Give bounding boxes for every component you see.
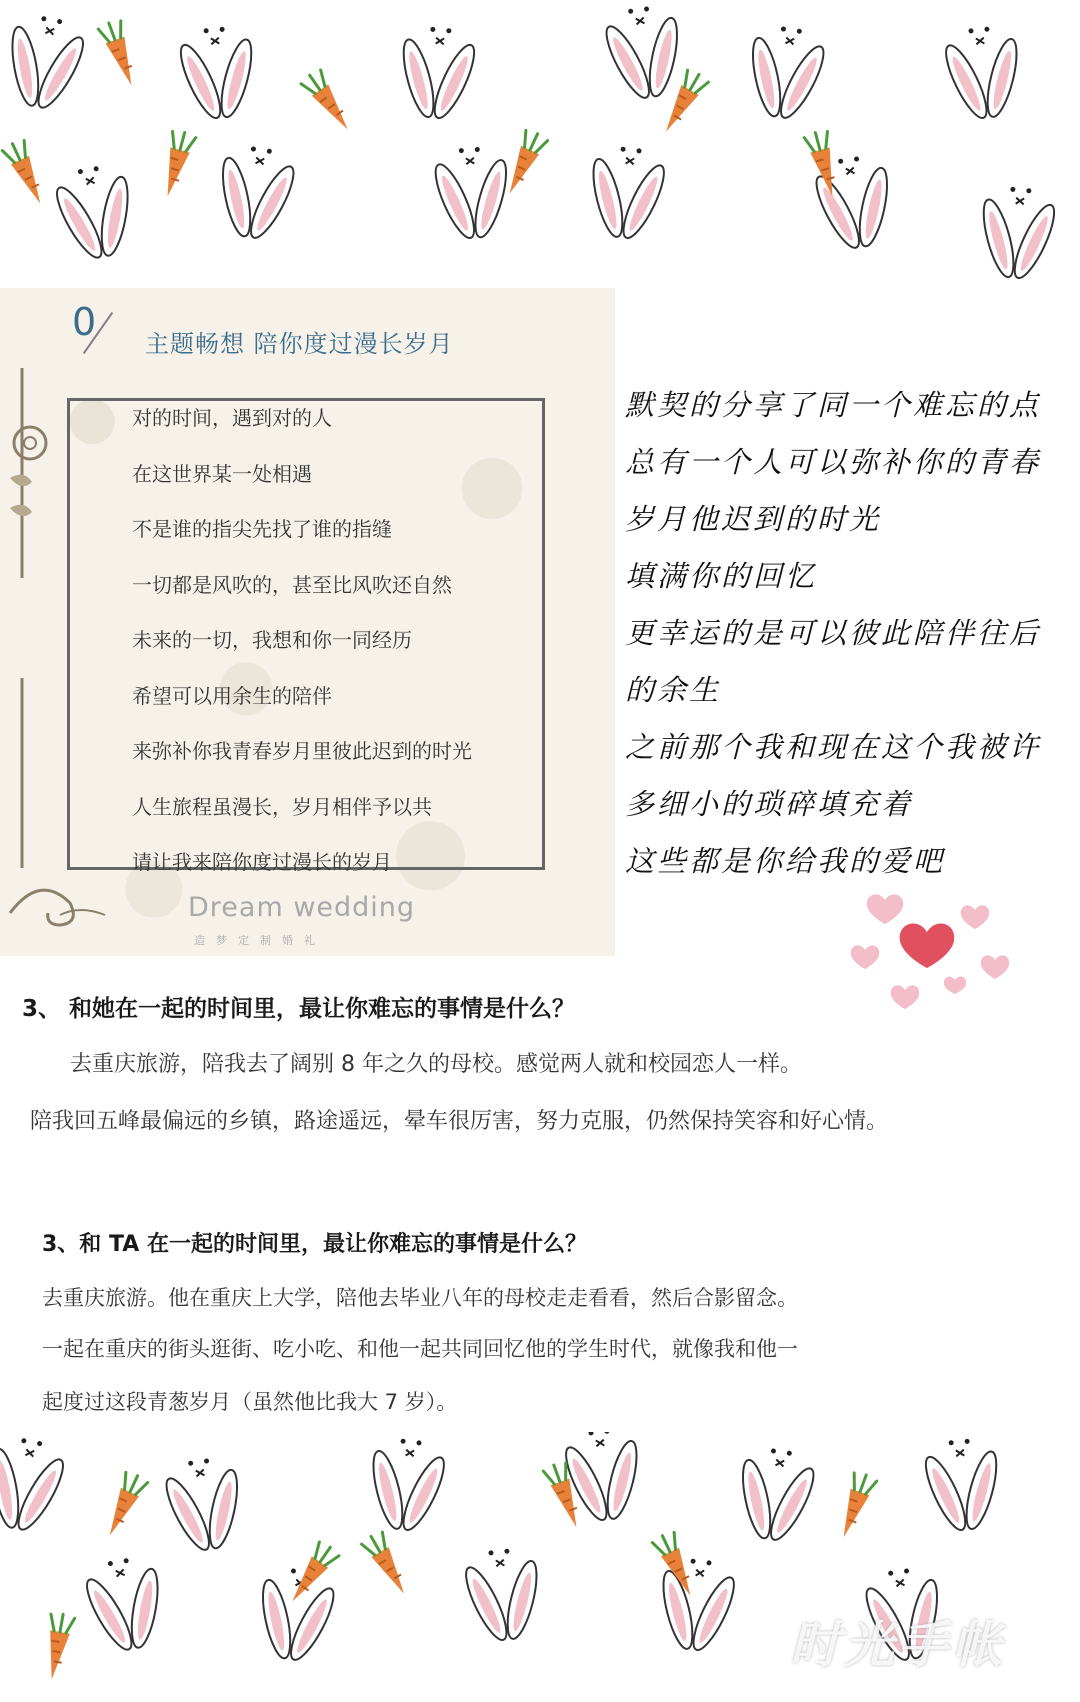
handwritten-line: 默契的分享了同一个难忘的点 [625,388,1042,422]
poem-line: 一切都是风吹的，甚至比风吹还自然 [132,572,452,597]
carrot-icon [40,1612,75,1681]
top-bunny-pattern [0,0,1080,285]
watermark-logo: 时光手帐 [790,1616,1006,1674]
bunny-icon [0,1432,74,1539]
section-number: 0 [72,300,97,344]
poem-line: 在这世界某一处相遇 [132,461,312,486]
bunny-icon [727,1444,823,1549]
bunny-icon [457,1545,550,1647]
answer-line: 去重庆旅游，陪我去了阔别 8 年之久的母校。感觉两人就和校园恋人一样。 [70,1052,802,1077]
poem-card [0,288,615,956]
handwritten-line: 岁月他迟到的时光 [625,502,882,536]
bunny-icon [0,10,94,117]
bunny-icon [650,1555,743,1657]
carrot-icon [2,139,52,209]
brand-logo-text: Dream wedding [188,892,416,923]
bunny-icon [46,160,145,267]
question-ta: 3、和 TA 在一起的时间里，最让你难忘的事情是什么？ [42,1232,587,1257]
handwritten-line: 多细小的琐碎填充着 [625,787,914,821]
bunny-icon [580,143,673,245]
handwritten-line: 填满你的回忆 [625,559,818,593]
carrot-icon [832,1471,877,1541]
bunny-icon [157,1454,253,1559]
bunny-icon [427,145,517,244]
poem-line: 希望可以用余生的陪伴 [132,683,332,708]
bunny-icon [937,23,1030,125]
handwritten-line: 总有一个人可以弥补你的青春 [625,445,1042,479]
carrot-icon [156,130,196,200]
carrot-icon [98,19,143,89]
question-her: 3、 和她在一起的时间里，最让你难忘的事情是什么？ [22,996,576,1022]
answer-line: 起度过这段青葱岁月（虽然他比我大 7 岁）。 [42,1390,458,1414]
handwritten-line: 之前那个我和现在这个我被许 [625,730,1042,764]
poem-line: 请让我来陪你度过漫长的岁月 [132,850,392,874]
poem-line: 不是谁的指尖先找了谁的指缝 [132,517,392,541]
handwritten-line: 更幸运的是可以彼此陪伴往后 [625,616,1042,650]
bunny-icon [971,184,1063,285]
card-title: 主题畅想 陪你度过漫长岁月 [145,330,454,358]
poem-lines [132,406,472,906]
answer-line: 去重庆旅游。他在重庆上大学，陪他去毕业八年的母校走走看看，然后合影留念。 [42,1286,798,1310]
bunny-icon [207,142,303,247]
bunny-icon [247,1564,343,1669]
bunny-icon [737,22,833,127]
poem-line: 对的时间，遇到对的人 [132,406,332,430]
poem-line: 来弥补你我青春岁月里彼此迟到的时光 [132,739,472,763]
carrot-icon [300,68,358,136]
poem-line: 人生旅程虽漫长，岁月相伴予以共 [132,794,432,819]
handwritten-line: 的余生 [625,673,722,707]
poem-frame [67,398,545,874]
carrot-icon [99,1471,149,1541]
hearts-sticker-icon [845,870,1015,1020]
bunny-icon [391,24,483,125]
handwritten-line: 这些都是你给我的爱吧 [625,844,946,878]
scroll-ornament-icon [0,348,60,868]
bunny-icon [172,24,264,125]
handwritten-note [625,385,1041,898]
bunny-icon [597,2,693,107]
answer-line: 一起在重庆的街头逛街、吃小吃、和他一起共同回忆他的学生时代，就像我和他一 [42,1337,798,1361]
poem-line: 未来的一切，我想和你一同经历 [132,628,412,652]
carrot-icon [499,129,549,199]
answer-line: 陪我回五峰最偏远的乡镇，路途遥远，晕车很厉害，努力克服，仍然保持笑容和好心情。 [30,1109,889,1134]
carrot-icon [361,1530,415,1599]
bunny-icon [76,1552,175,1659]
bunny-carrot-pattern [0,0,1080,285]
bunny-icon [917,1436,1009,1537]
brand-tagline: 造梦定制婚礼 [194,934,326,947]
bunny-icon [360,1435,453,1537]
